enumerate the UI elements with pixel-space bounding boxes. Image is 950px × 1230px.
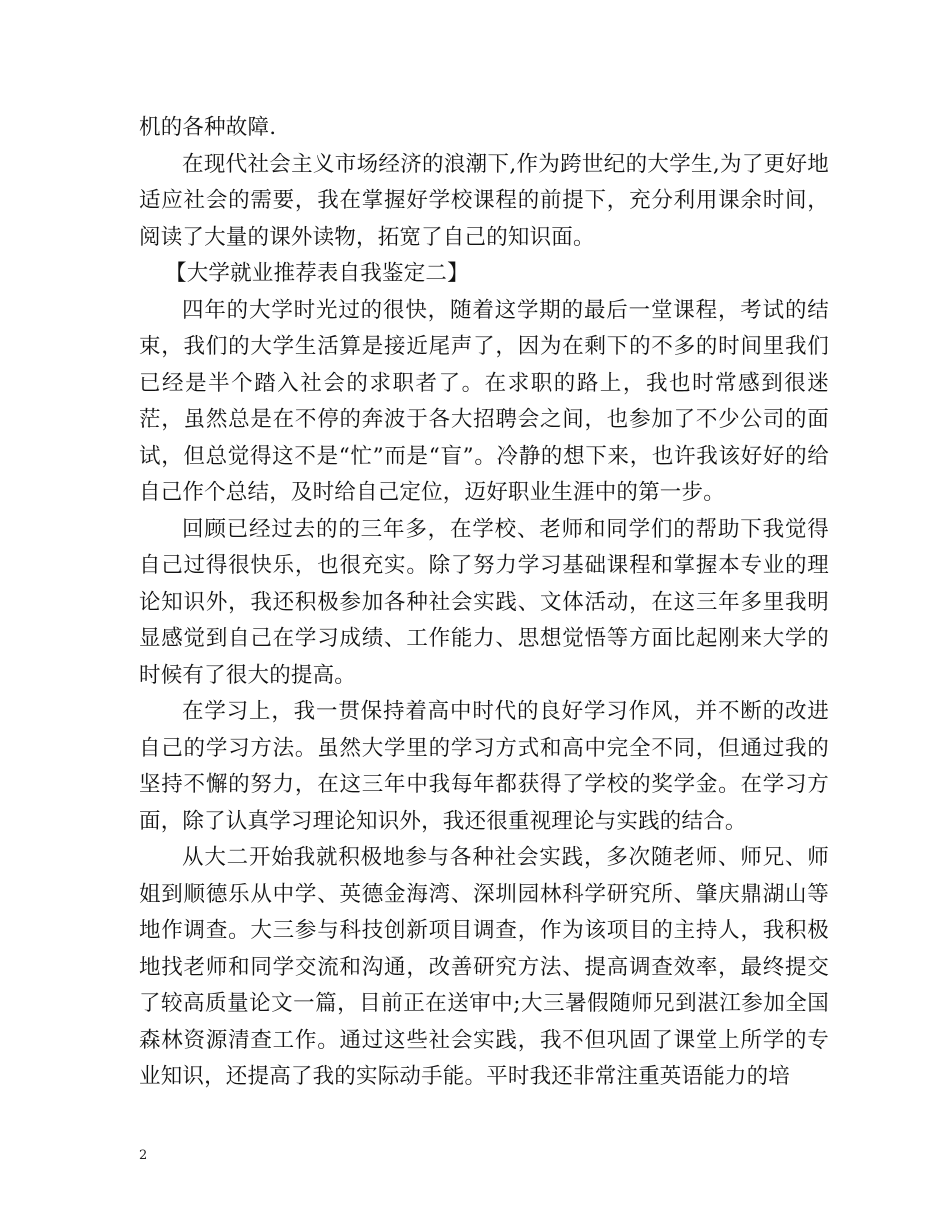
paragraph-practice: 从大二开始我就积极地参与各种社会实践，多次随老师、师兄、师姐到顺德乐从中学、英德金海湾、深圳园林科学研究所、肇庆鼎湖山等地作调查。大三参与科技创新项目调查，作为该项目的主持人，我积极地找老师和同学交流和沟通，改善研究方法、提高调查效率，最终提交了较高质量论文一篇，目前正在送审中;大三暑假随师兄到湛江参加全国森林资源清查工作。通过这些社会实践，我不但巩固了课堂上所学的专业知识，还提高了我的实际动手能。平时我还非常注重英语能力的培 [139,845,829,1089]
paragraph-four-years: 四年的大学时光过的很快，随着这学期的最后一堂课程，考试的结束，我们的大学生活算是接近尾声了，因为在剩下的不多的时间里我们已经是半个踏入社会的求职者了。在求职的路上，我也时常感到很迷茫，虽然总是在不停的奔波于各大招聘会之间，也参加了不少公司的面试，但总觉得这不是“忙”而是“盲”。冷静的想下来，也许我该好好的给自己作个总结，及时给自己定位，迈好职业生涯中的第一步。 [139,297,829,505]
paragraph-continuation: 机的各种故障. [139,115,277,140]
paragraph-study: 在学习上，我一贯保持着高中时代的良好学习作风，并不断的改进自己的学习方法。虽然大学里的学习方式和高中完全不同，但通过我的坚持不懈的努力，在这三年中我每年都获得了学校的奖学金。在学习方面，除了认真学习理论知识外，我还很重视理论与实践的结合。 [139,699,829,834]
section-heading: 【大学就业推荐表自我鉴定二】 [165,261,469,286]
document-body [139,110,829,1096]
page-number: 2 [139,1148,148,1163]
paragraph-review: 回顾已经过去的的三年多，在学校、老师和同学们的帮助下我觉得自己过得很快乐，也很充实。除了努力学习基础课程和掌握本专业的理论知识外，我还积极参加各种社会实践、文体活动，在这三年多里我明显感觉到自己在学习成绩、工作能力、思想觉悟等方面比起刚来大学的时候有了很大的提高。 [139,516,829,688]
paragraph-market-economy: 在现代社会主义市场经济的浪潮下,作为跨世纪的大学生,为了更好地适应社会的需要，我在掌握好学校课程的前提下，充分利用课余时间，阅读了大量的课外读物，拓宽了自己的知识面。 [139,151,829,250]
